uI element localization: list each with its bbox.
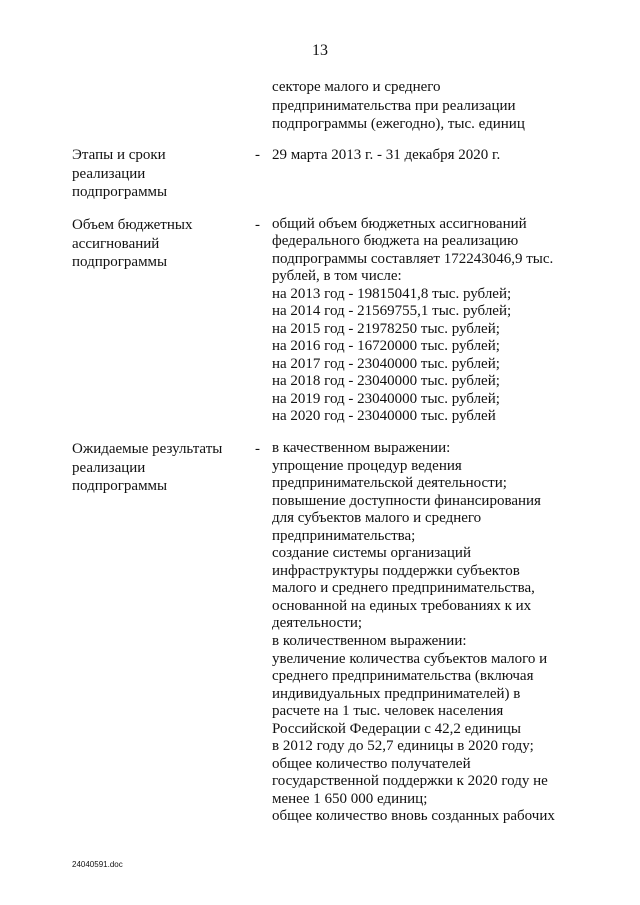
row-value: [272, 146, 572, 165]
label-line: Этапы и сроки: [72, 147, 166, 163]
row-label: [72, 146, 252, 202]
row-dash: -: [255, 147, 260, 163]
value-line: малого и среднего предпринимательства,: [272, 580, 535, 597]
value-line: предпринимательской деятельности;: [272, 475, 507, 492]
row-dash: -: [255, 217, 260, 233]
value-line: на 2020 год - 23040000 тыс. рублей: [272, 407, 496, 424]
value-line: для субъектов малого и среднего: [272, 510, 482, 527]
value-line: предпринимательства;: [272, 527, 416, 544]
row-value: [272, 216, 572, 425]
value-line: подпрограммы составляет 172243046,9 тыс.: [272, 250, 554, 267]
label-line: подпрограммы: [72, 254, 168, 270]
label-line: реализации: [72, 459, 146, 476]
text-line: секторе малого и среднего: [272, 79, 441, 95]
value-line: общее количество получателей: [272, 755, 471, 772]
value-line: на 2017 год - 23040000 тыс. рублей;: [272, 355, 500, 372]
value-line: в количественном выражении:: [272, 633, 467, 650]
continued-text: [272, 78, 572, 134]
value-line: на 2014 год - 21569755,1 тыс. рублей;: [272, 303, 512, 320]
value-line: общий объем бюджетных ассигнований: [272, 216, 527, 232]
row-dash: -: [255, 441, 260, 457]
value-line: создание системы организаций: [272, 545, 471, 562]
value-line: общее количество вновь созданных рабочих: [272, 808, 555, 825]
value-line: рублей, в том числе:: [272, 268, 402, 285]
row-label: [72, 440, 252, 496]
value-line: основанной на единых требованиях к их: [272, 597, 532, 614]
label-line: ассигнований: [72, 235, 160, 252]
document-filename: 24040591.doc: [72, 860, 123, 869]
value-line: на 2015 год - 21978250 тыс. рублей;: [272, 320, 500, 337]
value-line: индивидуальных предпринимателей) в: [272, 685, 521, 702]
value-line: деятельности;: [272, 615, 363, 632]
value-line: государственной поддержки к 2020 году не: [272, 773, 548, 790]
value-line: на 2016 год - 16720000 тыс. рублей;: [272, 338, 500, 355]
value-line: в 2012 году до 52,7 единицы в 2020 году;: [272, 738, 534, 755]
label-line: подпрограммы: [72, 478, 168, 494]
value-line: на 2018 год - 23040000 тыс. рублей;: [272, 373, 500, 390]
label-line: Объем бюджетных: [72, 217, 193, 233]
label-line: подпрограммы: [72, 184, 168, 200]
value-line: расчете на 1 тыс. человек населения: [272, 703, 504, 720]
value-line: в качественном выражении:: [272, 440, 451, 456]
value-line: Российской Федерации с 42,2 единицы: [272, 720, 521, 737]
value-line: менее 1 650 000 единиц;: [272, 790, 428, 807]
page-number: 13: [312, 42, 328, 59]
value-line: федерального бюджета на реализацию: [272, 233, 519, 250]
value-line: на 2019 год - 23040000 тыс. рублей;: [272, 390, 500, 407]
label-line: Ожидаемые результаты: [72, 441, 223, 457]
text-line: подпрограммы (ежегодно), тыс. единиц: [272, 116, 525, 132]
value-line: увеличение количества субъектов малого и: [272, 650, 548, 667]
row-value: [272, 440, 572, 826]
value-line: инфраструктуры поддержки субъектов: [272, 562, 520, 579]
value-line: 29 марта 2013 г. - 31 декабря 2020 г.: [272, 147, 501, 163]
row-label: [72, 216, 252, 272]
value-line: на 2013 год - 19815041,8 тыс. рублей;: [272, 285, 512, 302]
value-line: среднего предпринимательства (включая: [272, 668, 534, 685]
label-line: реализации: [72, 165, 146, 182]
text-line: предпринимательства при реализации: [272, 97, 516, 114]
value-line: повышение доступности финансирования: [272, 492, 541, 509]
value-line: упрощение процедур ведения: [272, 457, 462, 474]
